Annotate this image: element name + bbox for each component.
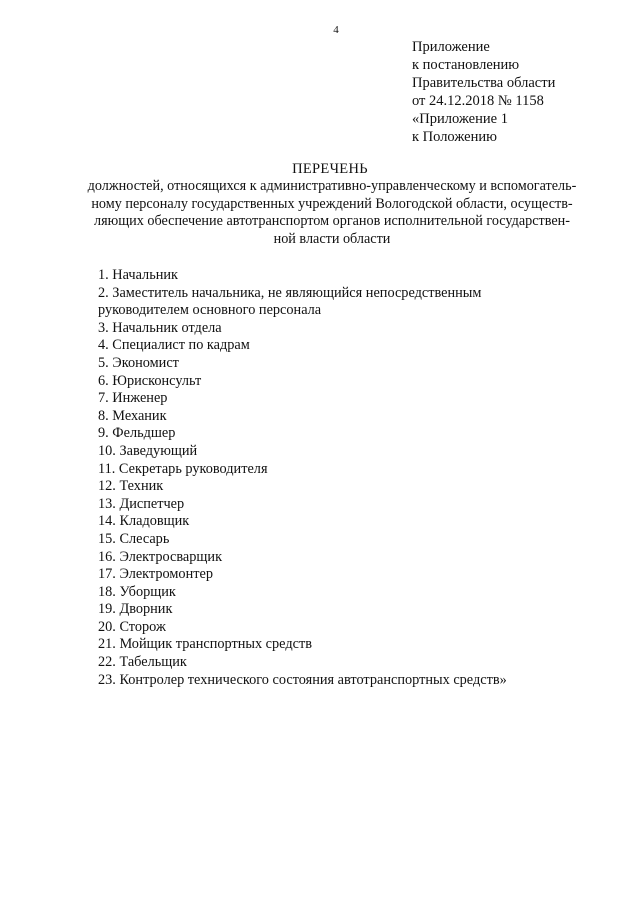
position-item: 23. Контролер технического состояния автотранспортных средств» [98,671,507,688]
position-item: 15. Слесарь [98,530,170,547]
position-item: 13. Диспетчер [98,495,185,512]
position-item: 3. Начальник отдела [98,319,222,336]
annotation-line: к Положению [412,129,497,145]
position-item: 20. Сторож [98,618,166,635]
annotation-line: Приложение [412,39,490,55]
annotation-line: от 24.12.2018 № 1158 [412,93,544,109]
annotation-line: к постановлению [412,57,520,73]
position-item: 21. Мойщик транспортных средств [98,636,312,653]
position-item: 8. Механик [98,407,167,424]
position-item: 16. Электросварщик [98,548,223,565]
position-item: 9. Фельдшер [98,425,176,442]
position-item: 11. Секретарь руководителя [98,460,268,477]
positions-list [98,267,598,689]
position-item: 19. Дворник [98,601,173,618]
position-item: 22. Табельщик [98,654,187,671]
position-item: 18. Уборщик [98,583,176,600]
subtitle-line: ляющих обеспечение автотранспортом органов исполнительной государствен- [94,213,570,229]
position-item: 7. Инженер [98,390,168,407]
position-item: 14. Кладовщик [98,513,190,530]
page-number: 4 [333,24,339,36]
position-item: 2. Заместитель начальника, не являющийся непосредственным [98,284,482,301]
document-subtitle [60,178,604,248]
appendix-annotation [412,38,632,146]
document-title: ПЕРЕЧЕНЬ [292,161,368,177]
subtitle-line: ному персоналу государственных учреждений Вологодской области, осуществ- [91,195,573,212]
position-item: 1. Начальник [98,267,178,283]
position-item-continuation: руководителем основного персонала [98,302,322,319]
annotation-line: «Приложение 1 [412,111,508,127]
annotation-line: Правительства области [412,75,556,91]
position-item: 6. Юрисконсульт [98,372,202,389]
subtitle-line: должностей, относящихся к административно-управленческому и вспомогатель- [87,178,577,194]
position-item: 5. Экономист [98,354,179,371]
position-item: 4. Специалист по кадрам [98,337,250,354]
position-item: 10. Заведующий [98,442,198,459]
position-item: 12. Техник [98,478,164,495]
position-item: 17. Электромонтер [98,566,213,583]
subtitle-line: ной власти области [273,230,391,247]
